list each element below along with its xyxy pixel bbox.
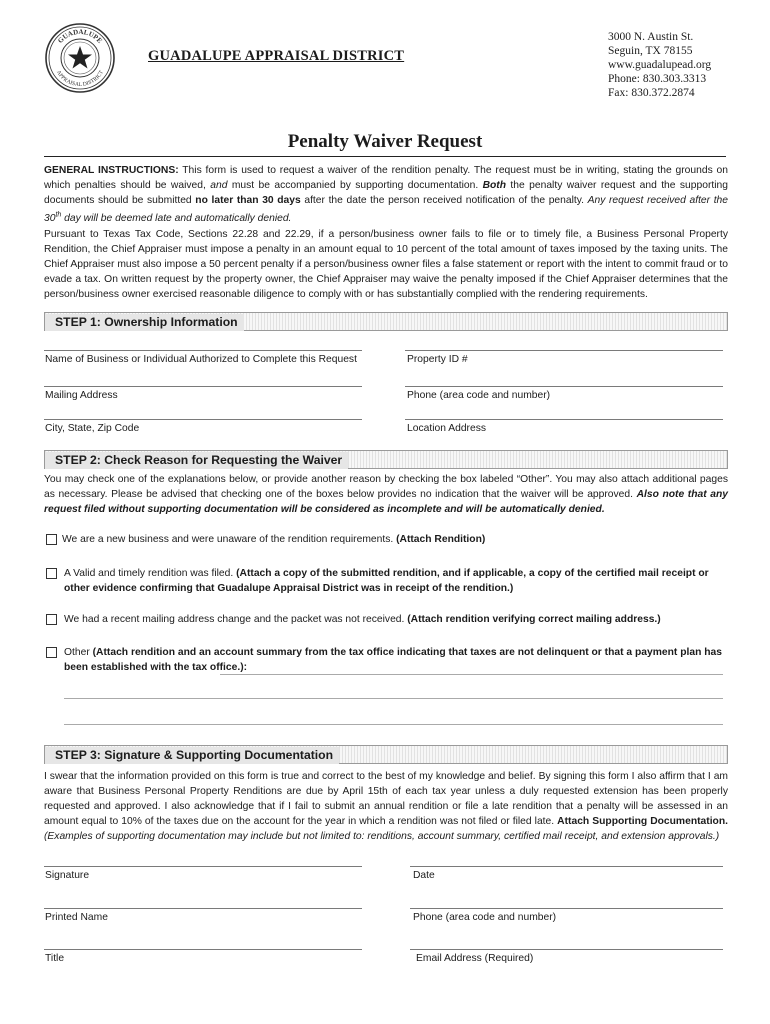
general-instructions <box>44 163 728 226</box>
seal-bottom-text: APPRAISAL DISTRICT <box>54 69 106 89</box>
step2-title: STEP 2: Check Reason for Requesting the Waiver <box>45 452 348 469</box>
title-label: Title <box>45 953 65 964</box>
new-business-checkbox[interactable] <box>46 534 57 545</box>
instructions-heading: GENERAL INSTRUCTIONS: <box>44 165 179 176</box>
organization-name: GUADALUPE APPRAISAL DISTRICT <box>148 48 405 64</box>
star-icon <box>68 46 92 69</box>
email-field[interactable] <box>410 949 723 950</box>
business-name-label: Name of Business or Individual Authorized to Complete this Request <box>45 354 357 365</box>
mailing-address-label: Mailing Address <box>45 390 118 401</box>
option-address-change-text: We had a recent mailing address change and the packet was not received. <box>64 614 408 625</box>
title-divider <box>44 156 726 157</box>
contact-address-block <box>608 30 711 100</box>
city-state-zip-field[interactable] <box>44 419 362 420</box>
other-reason-line-3[interactable] <box>64 724 723 725</box>
late-request-warning: Any request received after the 30th day will be deemed late and automatically denied. <box>44 195 729 225</box>
step2-header <box>44 450 728 469</box>
instructions-text: the penalty waiver request and the supporting documents should be submitted <box>44 180 728 206</box>
owner-phone-label: Phone (area code and number) <box>407 390 551 401</box>
date-field[interactable] <box>410 866 723 867</box>
city-state-zip-label: City, State, Zip Code <box>45 423 140 434</box>
form-title: Penalty Waiver Request <box>287 131 483 152</box>
step2-warning: Also note that any request filed without supporting documentation will be considered as incomplete and will be automatically denied. <box>44 489 729 515</box>
timely-rendition-checkbox[interactable] <box>46 568 57 579</box>
attestation-paragraph <box>44 769 728 844</box>
address-street: 3000 N. Austin St. <box>608 31 694 43</box>
option-timely-rendition-note: (Attach a copy of the submitted rendition, and if applicable, a copy of the certified mail receipt or other evidence confirming that Guadalupe Appraisal District was in receipt of the rendition.) <box>64 568 709 594</box>
svg-text:APPRAISAL DISTRICT <box>55 69 105 88</box>
option-new-business <box>62 532 722 547</box>
instructions-text: must be accompanied by supporting documentation. <box>227 180 483 191</box>
instructions-text: This form is used to request a waiver of the rendition penalty. The request must be in writing, stating the grounds on which penalties should be waived, <box>44 165 728 191</box>
printed-name-field[interactable] <box>44 908 362 909</box>
option-other-note: (Attach rendition and an account summary from the tax office indicating that taxes are not delinquent or that a payment plan has been established with the tax office.): <box>64 647 722 673</box>
attestation-text: I swear that the information provided on this form is true and correct to the best of my knowledge and belief. By signing this form I also affirm that I am aware that Business Personal Property Renditions are due by April 15th of each tax year unless a duly requested extension has been properly requested and approved. I also acknowledge that if I fail to submit an annual rendition or file a late rendition that a penalty will be assessed in an amount equal to 10% of the taxes due on the account for the year in which a rendition was not filed or filed late. <box>44 771 728 827</box>
documentation-examples: (Examples of supporting documentation may include but not limited to: renditions, account summary, certified mail receipt, and extension approvals.) <box>44 831 720 842</box>
email-label: Email Address (Required) <box>416 953 534 964</box>
seal-icon <box>44 22 116 94</box>
option-address-change-note: (Attach rendition verifying correct mailing address.) <box>407 614 661 625</box>
instructions-emphasis: Both <box>482 180 507 191</box>
instructions-deadline: no later than 30 days <box>195 195 301 206</box>
signer-phone-label: Phone (area code and number) <box>413 912 557 923</box>
option-new-business-text: We are a new business and were unaware of the rendition requirements. <box>62 534 397 545</box>
mailing-address-field[interactable] <box>44 386 362 387</box>
business-name-field[interactable] <box>44 350 362 351</box>
step3-title: STEP 3: Signature & Supporting Documentation <box>45 747 339 764</box>
step1-header <box>44 312 728 331</box>
signature-label: Signature <box>45 870 90 881</box>
website-link[interactable]: www.guadalupead.org <box>608 59 712 71</box>
step2-intro <box>44 472 728 517</box>
option-timely-rendition-text: A Valid and timely rendition was filed. <box>64 568 237 579</box>
district-seal <box>44 22 116 94</box>
option-other <box>64 645 726 675</box>
other-reason-line-1[interactable] <box>220 674 723 675</box>
step3-header <box>44 745 728 764</box>
option-address-change <box>64 612 724 627</box>
option-new-business-note: (Attach Rendition) <box>396 534 486 545</box>
step1-title: STEP 1: Ownership Information <box>45 314 244 331</box>
svg-text:GUADALUPE <box>56 28 104 45</box>
signer-phone-field[interactable] <box>410 908 723 909</box>
seal-top-text: GUADALUPE <box>56 27 104 45</box>
phone-number: Phone: 830.303.3313 <box>608 73 707 85</box>
signature-field[interactable] <box>44 866 362 867</box>
option-other-text: Other <box>64 647 93 658</box>
address-change-checkbox[interactable] <box>46 614 57 625</box>
location-address-label: Location Address <box>407 423 486 434</box>
instructions-text: after the date the person received notification of the penalty. <box>300 195 588 206</box>
title-field[interactable] <box>44 949 362 950</box>
property-id-label: Property ID # <box>407 354 468 365</box>
other-reason-line-2[interactable] <box>64 698 723 699</box>
attach-docs-instruction: Attach Supporting Documentation. <box>557 816 728 827</box>
tax-code-paragraph: Pursuant to Texas Tax Code, Sections 22.28 and 22.29, if a person/business owner fails to file or to timely file, a Business Personal Property Rendition, the Chief Appraiser must impose a penalty in an amount equal to 10 percent of the total amount of taxes imposed by the taxing units. The Chief Appraiser must also impose a 50 percent penalty if a person/business owner files a false statement or report with the intent to commit fraud or to evade a tax. On written request by the property owner, the Chief Appraiser may waive the penalty imposed if the Chief Appraiser determines that the person/business owner exercised reasonable diligence to comply with or has substantially complied with the rendering requirements. <box>44 229 728 300</box>
step2-intro-text: You may check one of the explanations below, or provide another reason by checking the box labeled “Other”. You may also attach additional pages as necessary. Please be advised that checking one of the boxes below provides no indication that the waiver will be approved. <box>44 474 728 500</box>
owner-phone-field[interactable] <box>405 386 723 387</box>
date-label: Date <box>413 870 435 881</box>
location-address-field[interactable] <box>405 419 723 420</box>
printed-name-label: Printed Name <box>45 912 108 923</box>
property-id-field[interactable] <box>405 350 723 351</box>
other-reason-checkbox[interactable] <box>46 647 57 658</box>
fax-number: Fax: 830.372.2874 <box>608 87 695 99</box>
address-city: Seguin, TX 78155 <box>608 45 693 57</box>
option-timely-rendition <box>64 566 726 596</box>
instructions-emphasis: and <box>210 180 228 191</box>
